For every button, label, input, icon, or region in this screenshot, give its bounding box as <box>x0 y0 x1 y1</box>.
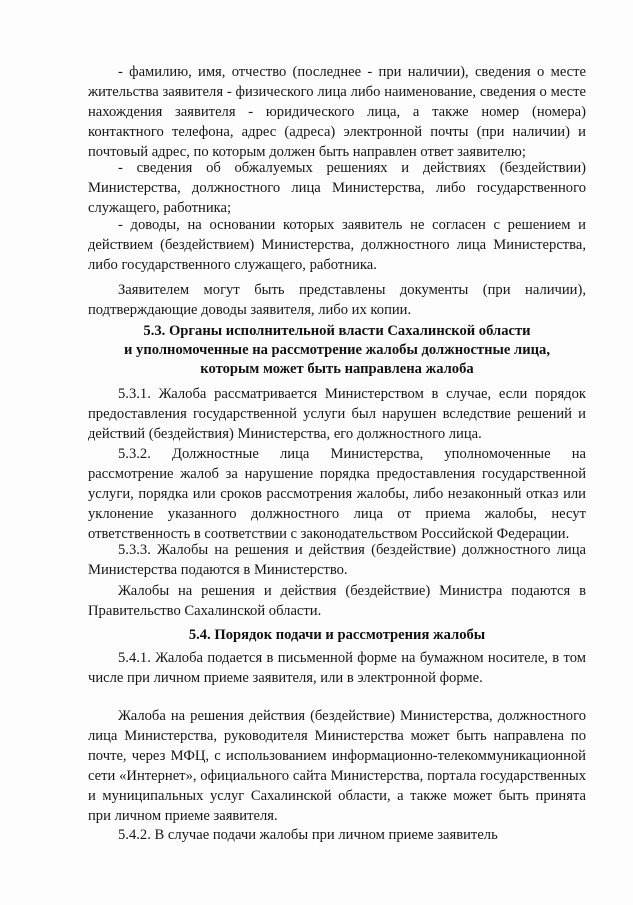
paragraph-5-3-2-text: 5.3.2. Должностные лица Министерства, уполномоченные на рассмотрение жалоб за нарушение порядка предоставления государственной услуги, порядка или сроков рассмотрения жалобы, либо незаконный отказ или уклонение указанного должностного лица от приема жалобы, несут ответственность в соответствии с законодательством Российской Федерации. <box>88 446 586 542</box>
paragraph-5-3-1 <box>88 384 586 444</box>
item-arguments <box>88 215 586 275</box>
item-decisions <box>88 158 586 218</box>
item-surname <box>88 62 586 162</box>
paragraph-5-3-1-text: 5.3.1. Жалоба рассматривается Министерством в случае, если порядок предоставления государственной услуги был нарушен вследствие решений и действий (бездействия) Министерства, его должностного лица. <box>88 386 586 442</box>
section-5-3-heading-line1: 5.3. Органы исполнительной власти Сахалинской области <box>143 323 531 339</box>
paragraph-5-3-3-text: 5.3.3. Жалобы на решения и действия (бездействие) должностного лица Министерства подаются в Министерство. <box>88 542 586 578</box>
item-surname-text: - фамилию, имя, отчество (последнее - при наличии), сведения о месте жительства заявителя - физического лица либо наименование, сведения о месте нахождения заявителя - юридического лица, а также номер (номера) контактного телефона, адрес (адреса) электронной почты (при наличии) и почтовый адрес, по которым должен быть направлен ответ заявителю; <box>88 64 586 160</box>
section-5-3-heading-line3: которым может быть направлена жалоба <box>200 361 474 377</box>
paragraph-5-4-1-text: 5.4.1. Жалоба подается в письменной форме на бумажном носителе, в том числе при личном приеме заявителя, или в электронной форме. <box>88 650 586 686</box>
paragraph-minister <box>88 581 586 621</box>
paragraph-5-3-3 <box>88 540 586 580</box>
paragraph-minister-text: Жалобы на решения и действия (бездействие) Министра подаются в Правительство Сахалинской области. <box>88 583 586 619</box>
paragraph-5-3-2 <box>88 444 586 544</box>
section-5-4-heading <box>88 626 586 645</box>
paragraph-channels <box>88 706 586 826</box>
section-5-3-heading <box>88 322 586 379</box>
item-decisions-text: - сведения об обжалуемых решениях и действиях (бездействии) Министерства, должностного лица Министерства, либо государственного служащего, работника; <box>88 160 586 216</box>
paragraph-channels-text: Жалоба на решения действия (бездействие) Министерства, должностного лица Министерства, руководителя Министерства может быть направлена по почте, через МФЦ, с использованием информационно-телекоммуникационной сети «Интернет», официального сайта Министерства, портала государственных и муниципальных услуг Сахалинской области, а также может быть принята при личном приеме заявителя. <box>88 708 586 824</box>
section-5-4-heading-text: 5.4. Порядок подачи и рассмотрения жалобы <box>188 627 486 643</box>
item-arguments-text: - доводы, на основании которых заявитель не согласен с решением и действием (бездействием) Министерства, должностного лица Министерства, либо государственного служащего, работника. <box>88 217 586 273</box>
paragraph-5-4-1 <box>88 648 586 688</box>
section-5-3-heading-line2: и уполномоченные на рассмотрение жалобы должностные лица, <box>124 342 550 358</box>
documents-note-text: Заявителем могут быть представлены документы (при наличии), подтверждающие доводы заявителя, либо их копии. <box>88 282 586 318</box>
documents-note <box>88 280 586 320</box>
paragraph-5-4-2-text: 5.4.2. В случае подачи жалобы при личном приеме заявитель <box>118 827 498 843</box>
paragraph-5-4-2 <box>88 825 586 845</box>
